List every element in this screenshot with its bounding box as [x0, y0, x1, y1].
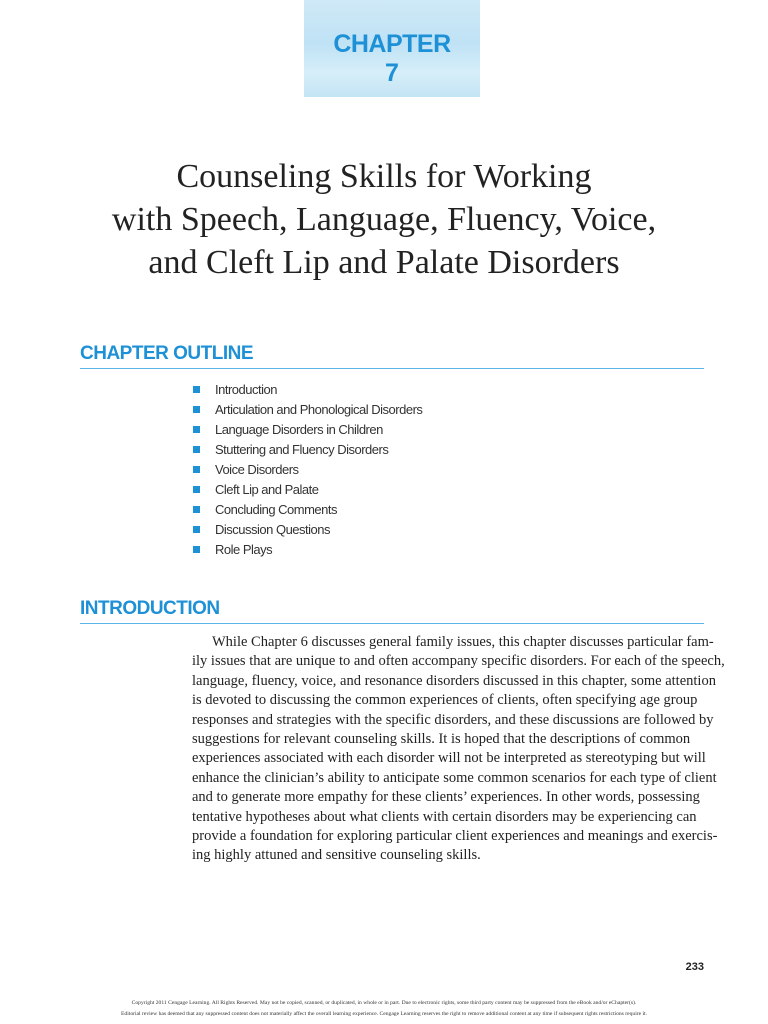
outline-item-label: Discussion Questions	[215, 521, 330, 537]
square-bullet-icon	[193, 526, 200, 533]
paragraph-line: ing highly attuned and sensitive counseling skills.	[192, 847, 481, 864]
paragraph-line: While Chapter 6 discusses general family issues, this chapter discusses particular fam-	[212, 634, 714, 650]
outline-item-label: Language Disorders in Children	[215, 422, 383, 438]
outline-item-label: Stuttering and Fluency Disorders	[215, 442, 389, 458]
introduction-heading: INTRODUCTION	[80, 598, 220, 619]
introduction-divider	[80, 623, 704, 624]
square-bullet-icon	[193, 546, 200, 553]
outline-item[interactable]	[193, 440, 422, 460]
paragraph-line: provide a foundation for exploring particular client experiences and meanings and exercis-	[192, 828, 718, 845]
paragraph-line: suggestions for relevant counseling skills. It is hoped that the descriptions of common	[192, 731, 691, 748]
paragraph-line: enhance the clinician’s ability to anticipate some common scenarios for each type of client	[192, 769, 717, 786]
square-bullet-icon	[193, 466, 200, 473]
paragraph-line: responses and strategies with the specific disorders, and these discussions are followed by	[192, 711, 714, 728]
paragraph-line: is devoted to discussing the common experiences of clients, often specifying age group	[192, 692, 698, 709]
square-bullet-icon	[193, 486, 200, 493]
outline-item[interactable]	[193, 380, 422, 400]
outline-item[interactable]	[193, 479, 422, 499]
outline-item[interactable]	[193, 499, 422, 519]
copyright-notice: Editorial review has deemed that any suppressed content does not materially affect the overall learning experience. Cengage Learning reserves the right to remove additional content at any time if subsequent rights restrictions require it.	[121, 1011, 647, 1017]
chapter-outline-list	[193, 380, 422, 559]
chapter-number: 7	[385, 59, 399, 87]
paragraph-line: language, fluency, voice, and resonance disorders discussed in this chapter, some attention	[192, 672, 716, 689]
paragraph-line: ily issues that are unique to and often accompany specific disorders. For each of the speech,	[192, 653, 725, 670]
chapter-label: CHAPTER	[333, 30, 451, 58]
outline-item[interactable]	[193, 539, 422, 559]
introduction-paragraph	[192, 633, 725, 866]
outline-item[interactable]	[193, 519, 422, 539]
outline-item-label: Role Plays	[215, 541, 273, 557]
paragraph-line: tentative hypotheses about what clients with certain disorders may be experiencing can	[192, 808, 697, 825]
chapter-banner	[304, 0, 480, 97]
outline-item[interactable]	[193, 400, 422, 420]
outline-item-label: Articulation and Phonological Disorders	[215, 402, 423, 418]
outline-divider	[80, 368, 704, 369]
chapter-title	[90, 155, 678, 284]
square-bullet-icon	[193, 506, 200, 513]
copyright-notice: Copyright 2011 Cengage Learning. All Rights Reserved. May not be copied, scanned, or duplicated, in whole or in part. Due to electronic rights, some third party content may be suppressed from the eBook and/or eChapter(s).	[131, 1000, 637, 1006]
square-bullet-icon	[193, 426, 200, 433]
paragraph-line: and to generate more empathy for these clients’ experiences. In other words, possessing	[192, 789, 700, 806]
outline-item-label: Cleft Lip and Palate	[215, 481, 319, 497]
square-bullet-icon	[193, 386, 200, 393]
outline-item-label: Voice Disorders	[215, 462, 299, 477]
outline-item-label: Introduction	[215, 382, 277, 398]
chapter-title-line: with Speech, Language, Fluency, Voice,	[111, 201, 657, 238]
chapter-title-line: and Cleft Lip and Palate Disorders	[148, 244, 620, 281]
outline-heading: CHAPTER OUTLINE	[80, 343, 253, 364]
outline-item[interactable]	[193, 460, 422, 480]
page-number: 233	[685, 961, 704, 973]
square-bullet-icon	[193, 446, 200, 453]
outline-item[interactable]	[193, 420, 422, 440]
outline-item-label: Concluding Comments	[215, 501, 338, 517]
square-bullet-icon	[193, 406, 200, 413]
chapter-title-line: Counseling Skills for Working	[176, 158, 592, 195]
paragraph-line: experiences associated with each disorder will not be interpreted as stereotyping but will	[192, 750, 706, 767]
